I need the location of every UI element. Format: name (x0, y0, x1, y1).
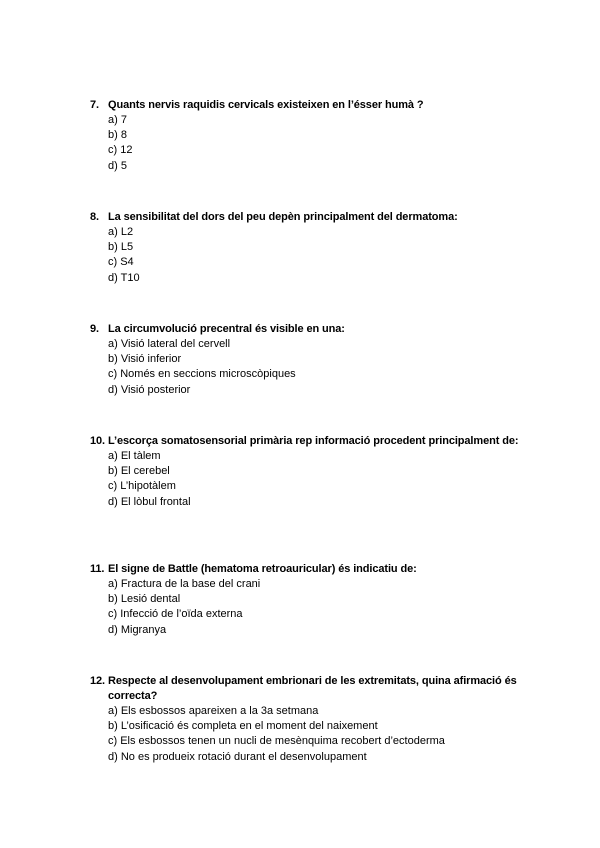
answer-option-c: c) S4 (108, 256, 134, 269)
question-text: Respecte al desenvolupament embrionari de les extremitats, quina afirmació és correcta? (108, 675, 517, 702)
answer-option-d: d) Migranya (108, 623, 167, 636)
answer-option-b: b) El cerebel (108, 465, 170, 478)
answer-option-a: a) Visió lateral del cervell (108, 338, 231, 350)
answer-option-c: c) Infecció de l’oïda externa (108, 608, 243, 621)
question-number: 7. (90, 99, 99, 111)
question-stem (90, 322, 530, 337)
answer-option-c: c) Els esbossos tenen un nucli de mesènquima recobert d’ectoderma (108, 735, 445, 748)
answer-options (90, 704, 530, 765)
question-stem (90, 98, 530, 113)
question-9 (90, 322, 530, 398)
answer-options (90, 449, 530, 510)
answer-option-d: d) No es produeix rotació durant el desenvolupament (108, 750, 367, 763)
question-12 (90, 674, 530, 765)
answer-option-d: d) T10 (108, 271, 140, 284)
answer-option-a: a) Fractura de la base del crani (108, 578, 261, 590)
answer-option-b: b) L’osificació és completa en el moment del naixement (108, 720, 378, 733)
question-text: La circumvolució precentral és visible en una: (108, 323, 345, 335)
answer-option-b: b) Lesió dental (108, 593, 181, 606)
answer-options (90, 225, 530, 286)
answer-option-c: c) Només en seccions microscòpiques (108, 368, 296, 381)
question-11 (90, 562, 530, 638)
answer-option-c: c) 12 (108, 144, 133, 157)
answer-option-a: a) L2 (108, 226, 134, 238)
answer-option-b: b) Visió inferior (108, 353, 182, 366)
answer-option-a: a) 7 (108, 114, 127, 126)
question-number: 10. (90, 435, 105, 447)
question-text: La sensibilitat del dors del peu depèn principalment del dermatoma: (108, 211, 458, 223)
answer-option-a: a) Els esbossos apareixen a la 3a setmana (108, 705, 319, 717)
question-stem (90, 674, 530, 704)
question-7 (90, 98, 530, 174)
question-stem (90, 434, 530, 449)
question-8 (90, 210, 530, 286)
question-number: 8. (90, 211, 99, 223)
answer-option-c: c) L’hipotàlem (108, 480, 176, 493)
question-stem (90, 210, 530, 225)
question-text: El signe de Battle (hematoma retroauricular) és indicatiu de: (108, 563, 417, 575)
answer-options (90, 113, 530, 174)
answer-option-b: b) L5 (108, 241, 134, 254)
answer-option-a: a) El tàlem (108, 450, 161, 462)
question-text: Quants nervis raquidis cervicals existeixen en l’ésser humà ? (108, 99, 424, 111)
question-text: L’escorça somatosensorial primària rep informació procedent principalment de: (108, 435, 519, 447)
question-number: 12. (90, 675, 105, 687)
question-stem (90, 562, 530, 577)
answer-option-d: d) 5 (108, 159, 127, 172)
answer-option-d: d) Visió posterior (108, 383, 191, 396)
answer-option-d: d) El lòbul frontal (108, 495, 191, 508)
answer-option-b: b) 8 (108, 129, 127, 142)
question-number: 11. (90, 563, 105, 575)
question-10 (90, 434, 530, 510)
answer-options (90, 577, 530, 638)
question-number: 9. (90, 323, 99, 335)
answer-options (90, 337, 530, 398)
